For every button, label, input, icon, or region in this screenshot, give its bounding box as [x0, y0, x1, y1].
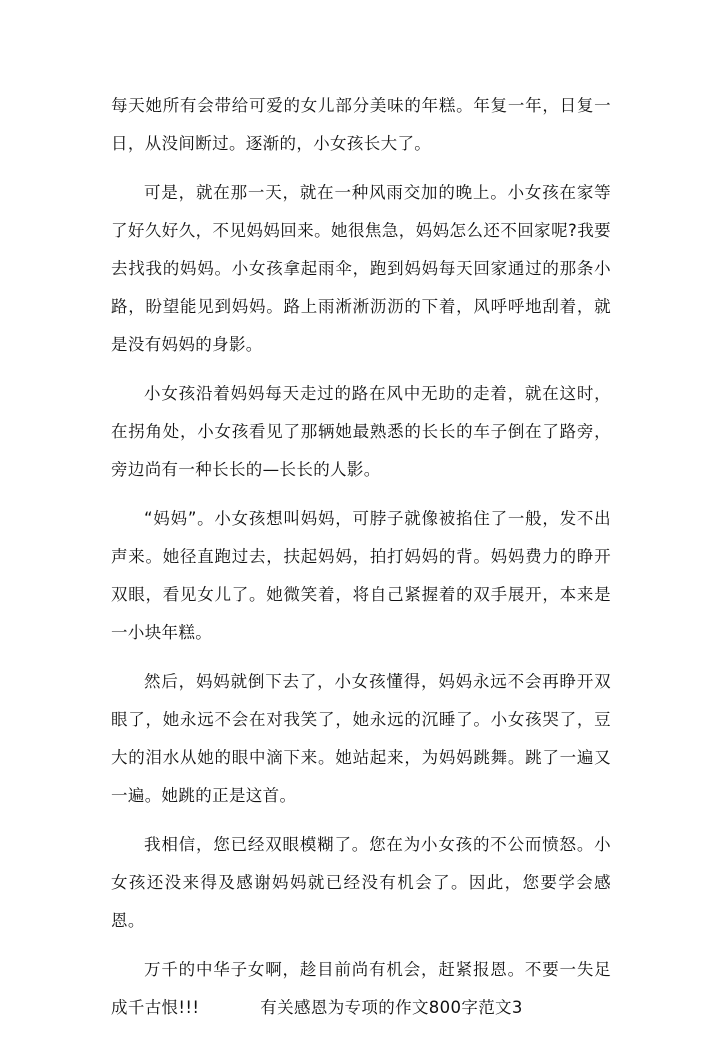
article-body	[111, 87, 611, 1038]
paragraph-6: 我相信，您已经双眼模糊了。您在为小女孩的不公而愤怒。小女孩还没来得及感谢妈妈就已经没有机会了。因此，您要学会感恩。	[111, 835, 611, 930]
paragraph-1: 每天她所有会带给可爱的女儿部分美味的年糕。年复一年，日复一日，从没间断过。逐渐的，小女孩长大了。	[111, 96, 611, 153]
paragraph-5: 然后，妈妈就倒下去了，小女孩懂得，妈妈永远不会再睁开双眼了，她永远不会在对我笑了，她永远的沉睡了。小女孩哭了，豆大的泪水从她的眼中滴下来。她站起来，为妈妈跳舞。跳了一遍又一遍。她跳的正是这首。	[111, 672, 611, 805]
paragraph-4: “妈妈”。小女孩想叫妈妈，可脖子就像被掐住了一般，发不出声来。她径直跑过去，扶起妈妈，拍打妈妈的背。妈妈费力的睁开双眼，看见女儿了。她微笑着，将自己紧握着的双手展开，本来是一小块年糕。	[111, 509, 611, 642]
next-article-title: 有关感恩为专项的作文800字范文3	[260, 998, 523, 1017]
paragraph-3: 小女孩沿着妈妈每天走过的路在风中无助的走着，就在这时，在拐角处，小女孩看见了那辆她最熟悉的长长的车子倒在了路旁，旁边尚有一种长长的—长长的人影。	[111, 384, 611, 479]
paragraph-2: 可是，就在那一天，就在一种风雨交加的晚上。小女孩在家等了好久好久，不见妈妈回来。她很焦急，妈妈怎么还不回家呢?我要去找我的妈妈。小女孩拿起雨伞，跑到妈妈每天回家通过的那条小路，盼望能见到妈妈。路上雨淅淅沥沥的下着，风呼呼地刮着，就是没有妈妈的身影。	[111, 183, 611, 354]
paragraph-7-text: 万千的中华子女啊，趁目前尚有机会，赶紧报恩。不要一失足成千古恨!!!	[111, 960, 611, 1017]
paragraph-7	[111, 951, 611, 1027]
